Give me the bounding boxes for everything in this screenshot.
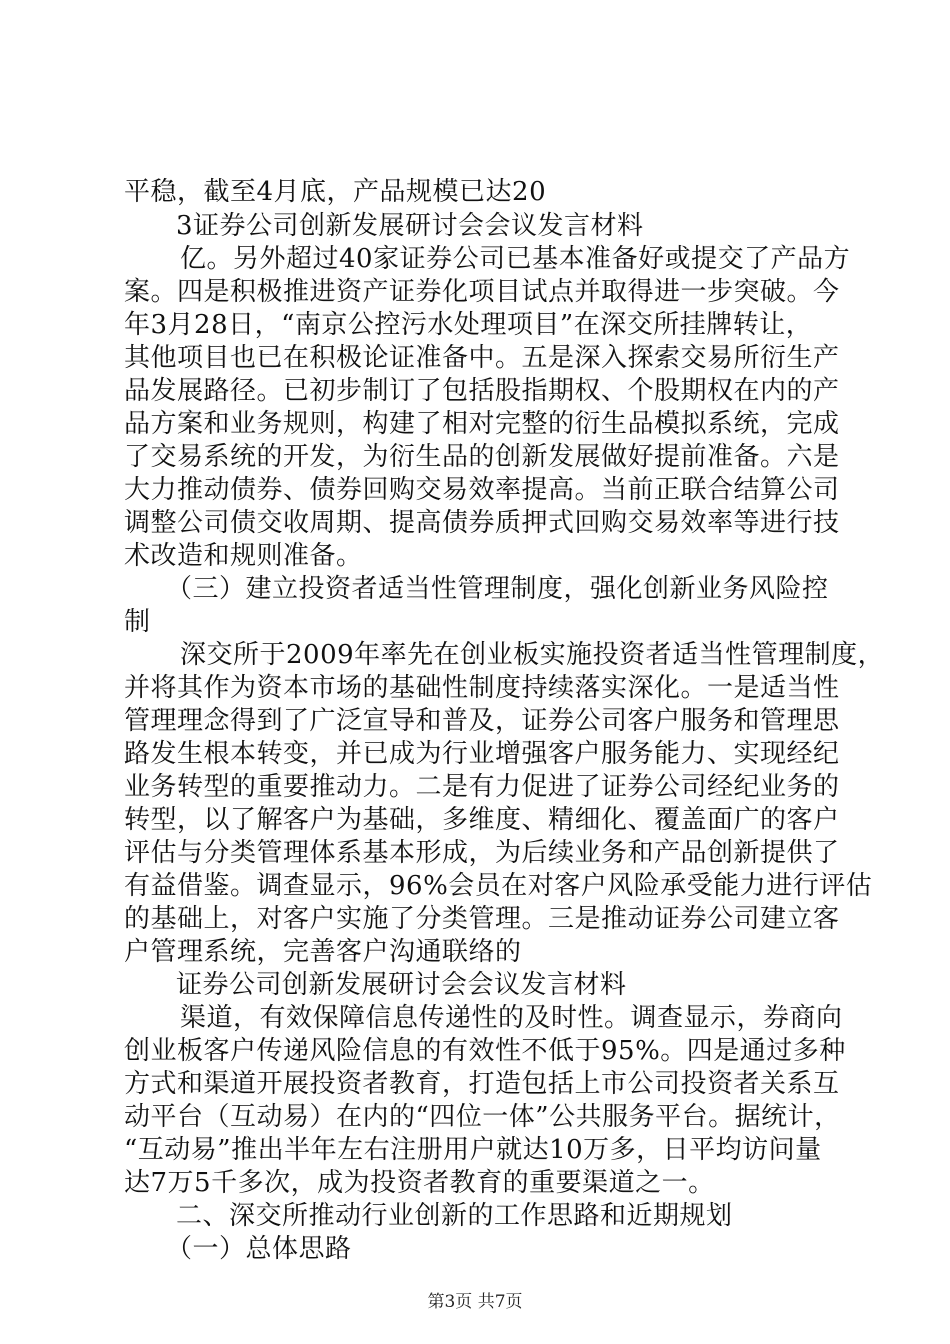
body-text-line: 平稳，截至4月底，产品规模已达20 bbox=[124, 177, 547, 207]
body-text-line: 评估与分类管理体系基本形成，为后续业务和产品创新提供了 bbox=[124, 838, 840, 868]
body-text-line: 转型，以了解客户为基础，多维度、精细化、覆盖面广的客户 bbox=[124, 805, 840, 835]
body-text-line: “互动易”推出半年左右注册用户就达10万多，日平均访问量 bbox=[124, 1135, 822, 1165]
subsection-heading: （一）总体思路 bbox=[166, 1234, 352, 1264]
body-text-line: 案。四是积极推进资产证券化项目试点并取得进一步突破。今 bbox=[124, 277, 840, 307]
body-text-line: 并将其作为资本市场的基础性制度持续落实深化。一是适当性 bbox=[124, 673, 840, 703]
body-text-line: 品方案和业务规则，构建了相对完整的衍生品模拟系统，完成 bbox=[124, 409, 840, 439]
body-text-line: 方式和渠道开展投资者教育，打造包括上市公司投资者关系互 bbox=[124, 1069, 840, 1099]
body-text-line: 年3月28日，“南京公控污水处理项目”在深交所挂牌转让， bbox=[124, 310, 813, 340]
body-text-line: 的基础上，对客户实施了分类管理。三是推动证券公司建立客 bbox=[124, 904, 840, 934]
body-text-line: 大力推动债券、债券回购交易效率提高。当前正联合结算公司 bbox=[124, 475, 840, 505]
section-heading-continuation: 制 bbox=[124, 607, 151, 637]
body-text-line: 管理理念得到了广泛宣导和普及，证券公司客户服务和管理思 bbox=[124, 706, 840, 736]
page-header-title: 3证券公司创新发展研讨会会议发言材料 bbox=[176, 211, 644, 241]
body-text-line: 术改造和规则准备。 bbox=[124, 541, 363, 571]
page-footer-page-number: 第3页 共7页 bbox=[427, 1292, 523, 1312]
body-text-line: 户管理系统，完善客户沟通联络的 bbox=[124, 937, 522, 967]
body-text-line: 业务转型的重要推动力。二是有力促进了证券公司经纪业务的 bbox=[124, 772, 840, 802]
body-text-line: 调整公司债交收周期、提高债券质押式回购交易效率等进行技 bbox=[124, 508, 840, 538]
body-text-line: 路发生根本转变，并已成为行业增强客户服务能力、实现经纪 bbox=[124, 739, 840, 769]
body-text-line: 品发展路径。已初步制订了包括股指期权、个股期权在内的产 bbox=[124, 376, 840, 406]
section-heading: （三）建立投资者适当性管理制度，强化创新业务风险控 bbox=[166, 574, 829, 604]
body-text-line: 深交所于2009年率先在创业板实施投资者适当性管理制度， bbox=[180, 640, 885, 670]
body-text-line: 达7万5千多次，成为投资者教育的重要渠道之一。 bbox=[124, 1168, 715, 1198]
body-text-line: 有益借鉴。调查显示，96%会员在对客户风险承受能力进行评估 bbox=[124, 871, 873, 901]
body-text-line: 其他项目也已在积极论证准备中。五是深入探索交易所衍生产 bbox=[124, 343, 840, 373]
body-text-line: 亿。另外超过40家证券公司已基本准备好或提交了产品方 bbox=[180, 244, 851, 274]
body-text-line: 创业板客户传递风险信息的有效性不低于95%。四是通过多种 bbox=[124, 1036, 846, 1066]
body-text-line: 了交易系统的开发，为衍生品的创新发展做好提前准备。六是 bbox=[124, 442, 840, 472]
body-text-line: 动平台（互动易）在内的“四位一体”公共服务平台。据统计， bbox=[124, 1102, 841, 1132]
section-heading: 二、深交所推动行业创新的工作思路和近期规划 bbox=[176, 1201, 733, 1231]
page-header-title: 证券公司创新发展研讨会会议发言材料 bbox=[176, 970, 627, 1000]
body-text-line: 渠道，有效保障信息传递性的及时性。调查显示，券商向 bbox=[180, 1003, 843, 1033]
